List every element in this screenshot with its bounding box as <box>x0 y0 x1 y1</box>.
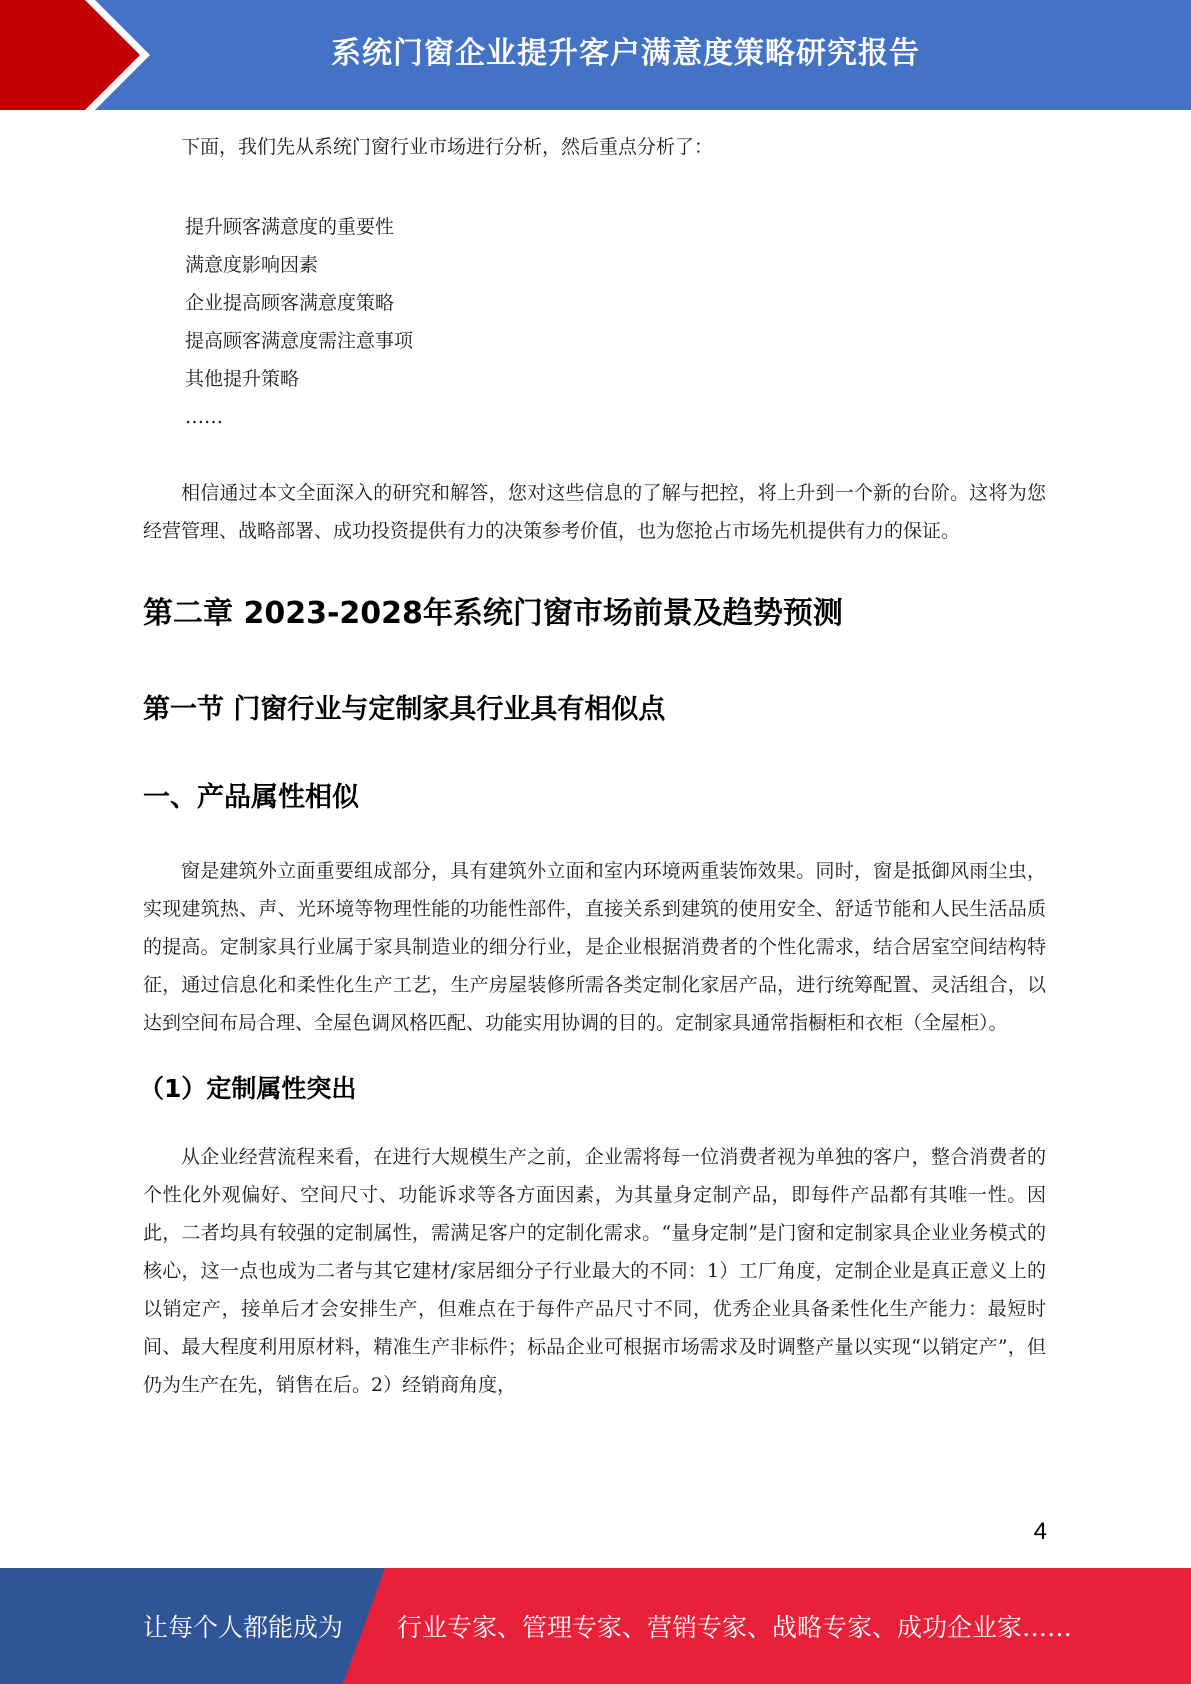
list-item: 其他提升策略 <box>185 368 300 390</box>
page-number: 4 <box>1033 1518 1047 1545</box>
chapter-title: 第二章 2023-2028年系统门窗市场前景及趋势预测 <box>143 596 843 631</box>
list-item: 提升顾客满意度的重要性 <box>185 216 395 238</box>
list-item: 满意度影响因素 <box>185 254 319 276</box>
footer-slogan-right: 行业专家、管理专家、营销专家、战略专家、成功企业家…… <box>397 1613 1073 1642</box>
point-title: （1）定制属性突出 <box>139 1074 357 1103</box>
topic-list <box>143 208 1046 436</box>
page-header <box>0 0 1191 110</box>
list-item: …… <box>185 406 223 428</box>
section-title: 第一节 门窗行业与定制家具行业具有相似点 <box>143 694 666 725</box>
list-item: 提高顾客满意度需注意事项 <box>185 330 414 352</box>
red-chevron-decoration <box>0 0 160 110</box>
document-body <box>139 128 1046 1404</box>
list-item: 企业提高顾客满意度策略 <box>185 292 395 314</box>
report-title: 系统门窗企业提升客户满意度策略研究报告 <box>331 36 920 71</box>
footer-slogan-left: 让每个人都能成为 <box>143 1613 344 1642</box>
point-paragraph: 从企业经营流程来看，在进行大规模生产之前，企业需将每一位消费者视为单独的客户，整合消费者的个性化外观偏好、空间尺寸、功能诉求等各方面因素，为其量身定制产品，即每件产品都有其唯一性。因此，二者均具有较强的定制属性，需满足客户的定制化需求。“量身定制”是门窗和定制家具企业业务模式的核心，这一点也成为二者与其它建材/家居细分子行业最大的不同：1）工厂角度，定制企业是真正意义上的以销定产，接单后才会安排生产，但难点在于每件产品尺寸不同，优秀企业具备柔性化生产能力：最短时间、最大程度利用原材料，精准生产非标件；标品企业可根据市场需求及时调整产量以实现“以销定产”，但仍为生产在先，销售在后。2）经销商角度， <box>143 1146 1046 1396</box>
subsection-paragraph: 窗是建筑外立面重要组成部分，具有建筑外立面和室内环境两重装饰效果。同时，窗是抵御风雨尘虫，实现建筑热、声、光环境等物理性能的功能性部件，直接关系到建筑的使用安全、舒适节能和人民生活品质的提高。定制家具行业属于家具制造业的细分行业，是企业根据消费者的个性化需求，结合居室空间结构特征，通过信息化和柔性化生产工艺，生产房屋装修所需各类定制化家居产品，进行统筹配置、灵活组合，以达到空间布局合理、全屋色调风格匹配、功能实用协调的目的。定制家具通常指橱柜和衣柜（全屋柜）。 <box>143 860 1046 1034</box>
intro-closing: 相信通过本文全面深入的研究和解答，您对这些信息的了解与把控，将上升到一个新的台阶。这将为您经营管理、战略部署、成功投资提供有力的决策参考价值，也为您抢占市场先机提供有力的保证。 <box>143 482 1046 542</box>
intro-lead: 下面，我们先从系统门窗行业市场进行分析，然后重点分析了： <box>181 136 714 158</box>
page-footer <box>0 1568 1191 1684</box>
subsection-title: 一、产品属性相似 <box>143 782 359 813</box>
